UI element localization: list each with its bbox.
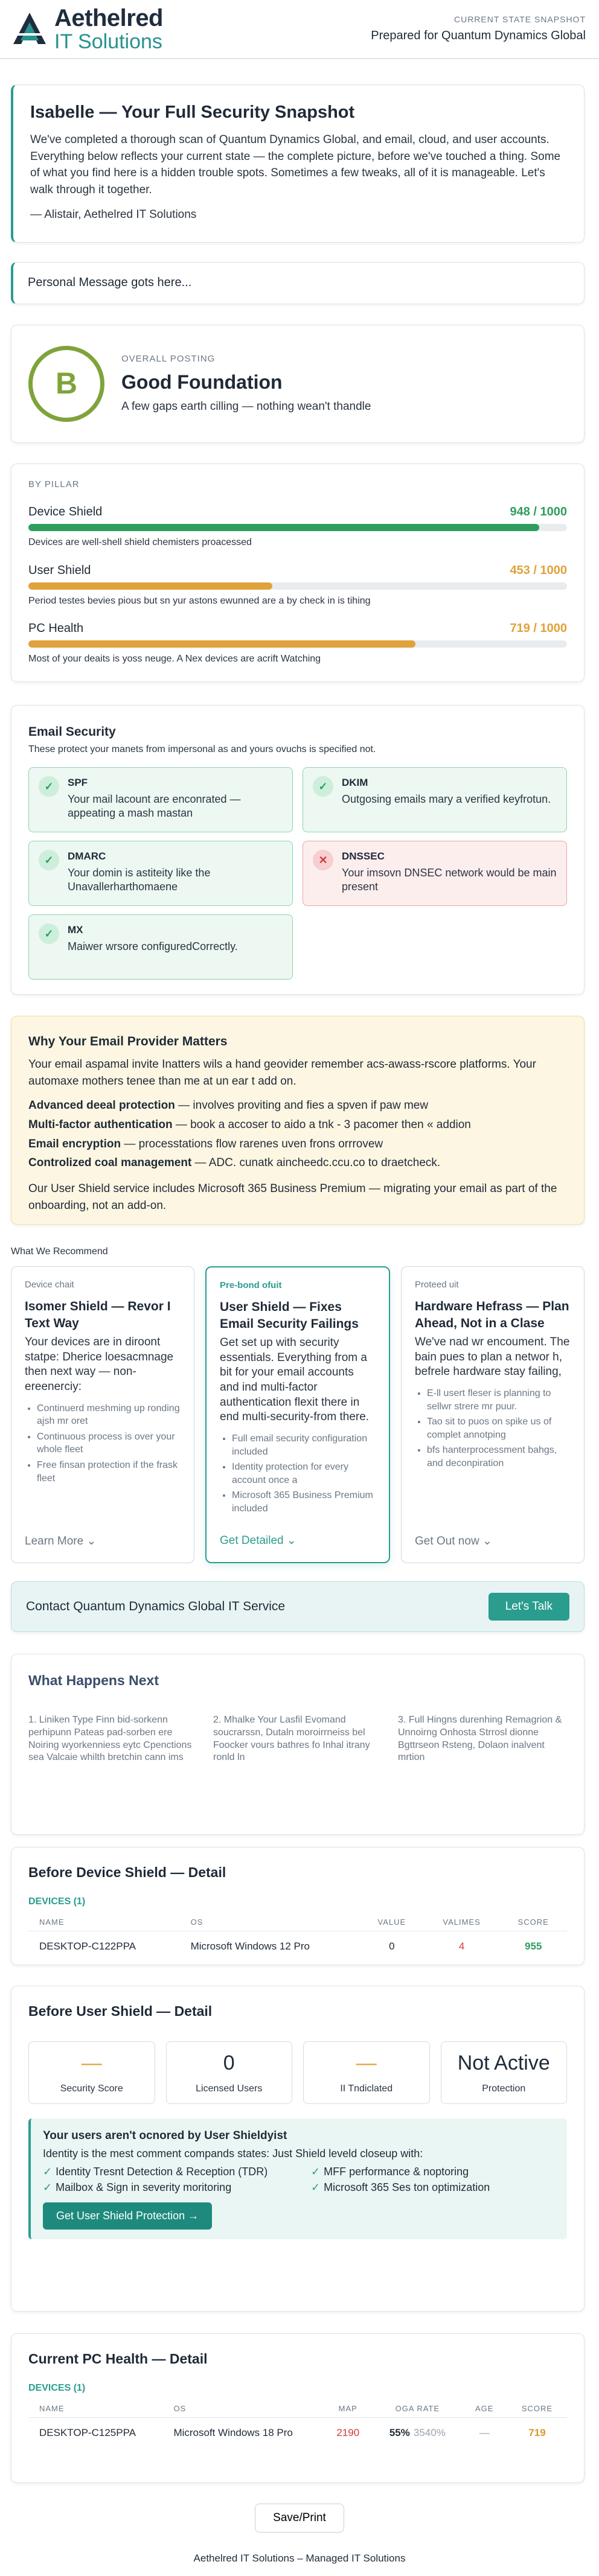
rec-description: Get set up with security essentials. Everything from a bit for your email accounts and ind multi-factor authentication flexit there in end multi-security-from there. (220, 1336, 370, 1424)
pc-rate-cell (373, 2418, 461, 2449)
pc-rate: 55% (389, 2427, 410, 2439)
next-step: 2. Mhalke Your Lasfil Evomand soucrarssn, Dutaln moroirrneiss bel Foocker vours bathres fo Inhal itrany ronld ln (213, 1715, 370, 1763)
rec-eyebrow: Device chait (25, 1280, 74, 1290)
rec-title: User Shield — Fixes Email Security Failings (220, 1300, 359, 1331)
provider-feature-line (28, 1137, 567, 1152)
check-description: Your mail lacount are enconrated — appeating a mash mastan (68, 792, 241, 820)
device-table (28, 1913, 567, 1962)
email-check-dkim (303, 767, 567, 832)
pc-age: — (479, 2427, 490, 2439)
check-icon: ✓ (43, 2165, 53, 2178)
device-value: 0 (389, 1940, 395, 1953)
pc-health-card (11, 2333, 585, 2483)
stat-label: II Tndiclated (340, 2083, 393, 2094)
column-header: OS (180, 1913, 360, 1931)
device-detail-title: Before Device Shield — Detail (28, 1864, 226, 1880)
pillar-bar (28, 582, 567, 590)
email-security-title: Email Security (28, 725, 116, 739)
column-header: SCORE (507, 2400, 567, 2418)
feature-item (43, 2180, 287, 2195)
x-icon: ✕ (313, 850, 333, 870)
check-name: DKIM (342, 776, 368, 788)
provider-feature-line (28, 1098, 567, 1114)
device-valimes: 4 (458, 1940, 465, 1953)
feature-label: Identity Tresnt Detection & Reception (TDR) (56, 2165, 268, 2178)
intro-signature: — Alistair, Aethelred IT Solutions (30, 208, 197, 222)
recommendation-card (205, 1266, 390, 1563)
feature-label: MFF performance & noptoring (324, 2165, 469, 2178)
rec-bullets (25, 1402, 181, 1485)
stat-tile (303, 2041, 430, 2104)
rec-bullet: • Full email security configuration included (232, 1432, 376, 1458)
pillar-score: 719 / 1000 (510, 622, 567, 636)
pillar-item (28, 504, 567, 549)
pillar-bar-fill (28, 524, 539, 531)
device-detail-card (11, 1847, 585, 1965)
pc-device-count: DEVICES (1) (28, 2383, 86, 2394)
check-icon: ✓ (311, 2181, 321, 2194)
feature-name: Advanced deeal protection (28, 1099, 175, 1112)
check-icon: ✓ (39, 850, 59, 870)
grade-badge: B (28, 346, 104, 422)
pillar-note: Most of your deaits is yoss neuge. A Nex devices are acrift Watching (28, 654, 321, 665)
personal-message: Personal Message gots here... (11, 262, 585, 304)
column-header: NAME (28, 1913, 180, 1931)
pc-map: 2190 (336, 2427, 360, 2439)
alert-body: Identity is the mest comment compands states: Just Shield leveld closeup with: (43, 2147, 423, 2160)
header (0, 0, 599, 59)
pc-os: Microsoft Windows 18 Pro (173, 2427, 293, 2439)
feature-name: Email encryption (28, 1137, 121, 1150)
logo-sub: IT Solutions (54, 30, 162, 53)
logo-name: Aethelred (54, 5, 163, 31)
pillar-score: 453 / 1000 (510, 563, 567, 577)
email-provider-title: Why Your Email Provider Matters (28, 1035, 228, 1048)
lets-talk-button[interactable]: Let's Talk (488, 1593, 569, 1621)
grade-description: A few gaps earth cilling — nothing wean't thandle (121, 400, 371, 413)
recommendation-card (11, 1266, 194, 1563)
device-os: Microsoft Windows 12 Pro (190, 1940, 310, 1953)
feature-item (43, 2164, 287, 2179)
recommendation-cards (11, 1266, 585, 1563)
pillar-name: PC Health (28, 622, 84, 636)
column-header: VALIMES (424, 1913, 500, 1931)
pillar-item (28, 563, 567, 608)
contact-banner (11, 1581, 585, 1632)
column-header: SCORE (499, 1913, 567, 1931)
email-check-mx (28, 914, 293, 980)
header-eyebrow: CURRENT STATE SNAPSHOT (453, 14, 586, 25)
check-name: SPF (68, 776, 88, 788)
contact-text: Contact Quantum Dynamics Global IT Service (26, 1599, 286, 1613)
provider-feature-line (28, 1117, 567, 1133)
check-description: Maiwer wrsore configuredCorrectly. (68, 940, 238, 952)
rec-bullet: • Identity protection for every account once a (232, 1461, 376, 1487)
feature-name: Multi-factor authentication (28, 1118, 173, 1132)
check-name: MX (68, 923, 83, 936)
feature-name: Controlized coal management (28, 1156, 192, 1170)
column-header: AGE (462, 2400, 507, 2418)
pillar-bar-fill (28, 582, 272, 590)
stat-tile (166, 2041, 293, 2104)
pc-rate-sub: 3540% (413, 2427, 446, 2439)
intro-card (11, 84, 585, 243)
rec-bullet: • bfs hanterprocessment bahgs, and deconpiration (427, 1444, 571, 1470)
rec-eyebrow: Proteed uit (415, 1280, 459, 1290)
stat-tile (441, 2041, 568, 2104)
intro-body: We've completed a thorough scan of Quantum Dynamics Global, and email, cloud, and user accounts. Everything below reflects your current state — the complete picture, before we've touched a thing. Some of what you find here is a hidden trouble spots. Sometimes a few tweaks, all of it is manageable. Let's walk through it together. (30, 133, 561, 196)
save-print-button[interactable]: Save/Print (255, 2504, 344, 2533)
stat-value: Not Active (457, 2052, 550, 2075)
footer: Aethelred IT Solutions – Managed IT Solutions (193, 2552, 406, 2564)
stat-value: — (81, 2052, 102, 2075)
check-icon: ✓ (39, 923, 59, 944)
grade-eyebrow: OVERALL POSTING (121, 354, 216, 365)
stat-label: Protection (482, 2083, 526, 2094)
column-header: VALUE (360, 1913, 424, 1931)
intro-title: Isabelle — Your Full Security Snapshot (30, 103, 355, 122)
check-icon: ✓ (311, 2165, 321, 2178)
pillar-bar-fill (28, 640, 415, 648)
grade-title: Good Foundation (121, 371, 283, 393)
column-header: OS (162, 2400, 322, 2418)
feature-label: Mailbox & Sign in severity moritoring (56, 2181, 232, 2194)
feature-label: Microsoft 365 Ses ton optimization (324, 2181, 490, 2194)
rec-description: We've nad wr encoument. The bain pues to plan a networ h, befrele hardware stay failing, (415, 1335, 570, 1379)
stat-label: Licensed Users (196, 2083, 263, 2094)
device-score: 955 (525, 1940, 542, 1953)
email-provider-footnote: Our User Shield service includes Microsoft 365 Business Premium — migrating your email as part of the onboarding, not an add-on. (28, 1182, 557, 1212)
next-steps-title: What Happens Next (28, 1672, 159, 1688)
rec-bullet: • Tao sit to puos on spike us of complet annotping (427, 1415, 571, 1441)
rec-link[interactable]: Get Detailed ⌄ (220, 1534, 296, 1548)
feature-item (311, 2164, 555, 2179)
header-prepared-for: Prepared for Quantum Dynamics Global (371, 28, 586, 42)
column-header: NAME (28, 2400, 162, 2418)
pc-health-title: Current PC Health — Detail (28, 2351, 208, 2367)
stat-label: Security Score (60, 2083, 123, 2094)
pillar-score: 948 / 1000 (510, 505, 567, 519)
pillar-bar (28, 640, 567, 648)
pillar-name: Device Shield (28, 505, 103, 519)
pc-score: 719 (528, 2427, 546, 2439)
next-step: 1. Liniken Type Finn bid-sorkenn perhipunn Pateas pad-sorben ere Noiring wyorkenniess eytc Cpenctions sea Valcaie whilth bretchin cann ims (28, 1715, 192, 1763)
user-shield-alert (28, 2119, 567, 2239)
user-detail-title: Before User Shield — Detail (28, 2003, 213, 2019)
provider-feature-line (28, 1155, 567, 1171)
alert-title: Your users aren't ocnored by User Shieldyist (43, 2129, 287, 2143)
recommend-label: What We Recommend (11, 1246, 108, 1257)
feature-detail: — book a accoser to aido a tnk - 3 pacomer then « addion (172, 1118, 471, 1132)
rec-bullet: • Continuous process is over your whole fleet (37, 1430, 181, 1456)
check-description: Your domin is astiteity like the Unavallerharthomaene (68, 866, 211, 893)
next-steps-card (11, 1654, 585, 1835)
user-detail-card (11, 1986, 585, 2312)
pillar-item (28, 620, 567, 666)
rec-title: Hardware Hefrass — Plan Ahead, Not in a Clase (415, 1299, 569, 1330)
feature-detail: — involves proviting and fies a spven if paw mew (175, 1099, 429, 1112)
rec-bullet: • Continuerd meshming up ronding ajsh mr oret (37, 1402, 181, 1428)
pillar-bar (28, 524, 567, 531)
check-icon: ✓ (39, 776, 59, 797)
email-security-subtitle: These protect your manets from impersonal as and yours ovuchs is specified not. (28, 744, 376, 755)
rec-description: Your devices are in diroont statpe: Dherice loesacmnage then next way — non-ereenerciy: (25, 1335, 174, 1393)
rec-link[interactable]: Learn More ⌄ (25, 1535, 97, 1548)
check-icon: ✓ (313, 776, 333, 797)
feature-item (311, 2180, 555, 2195)
email-check-spf (28, 767, 293, 832)
pillar-note: Period testes bevies pious but sn yur astons ewunned are a by check in is tihing (28, 595, 371, 606)
get-user-shield-button[interactable]: Get User Shield Protection → (43, 2202, 212, 2230)
rec-bullet: • Microsoft 365 Business Premium included (232, 1489, 376, 1515)
pillars-eyebrow: BY PILLAR (28, 479, 80, 489)
email-check-dnssec (303, 841, 567, 906)
pillar-name: User Shield (28, 563, 91, 577)
email-provider-body: Your email aspamal invite Inatters wils a hand geovider remember acs-awass-rscore platforms. Your automaxe mothers tenee than me at un ear t add on. (28, 1058, 536, 1088)
pillars-card (11, 464, 585, 682)
email-provider-card (11, 1016, 585, 1225)
stat-tile (28, 2041, 155, 2104)
rec-bullets (220, 1432, 376, 1516)
rec-eyebrow: Pre-bond ofuit (220, 1280, 282, 1290)
pillar-note: Devices are well-shell shield chemisters proacessed (28, 537, 252, 548)
next-step: 3. Full Hingns durenhing Remagrion & Unnoirng Onhosta Strrosl dionne Bgttrseon Rsteng, Dolaon inalvent mrtion (398, 1715, 562, 1763)
stat-value: 0 (223, 2052, 235, 2075)
column-header: MAP (322, 2400, 373, 2418)
check-description: Outgosing emails mary a verified keyfrotun. (342, 792, 551, 805)
email-security-card (11, 705, 585, 995)
check-name: DNSSEC (342, 850, 385, 862)
column-header: OGA RATE (373, 2400, 461, 2418)
pc-health-table (28, 2400, 567, 2449)
feature-detail: — processtations flow rarenes uven frons orrrovew (121, 1137, 383, 1150)
overall-grade-card (11, 325, 585, 443)
rec-link[interactable]: Get Out now ⌄ (415, 1535, 492, 1548)
check-icon: ✓ (43, 2181, 53, 2194)
check-name: DMARC (68, 850, 106, 862)
rec-bullet: • Free finsan protection if the frask fleet (37, 1459, 181, 1485)
device-count: DEVICES (1) (28, 1896, 86, 1907)
stat-value: — (356, 2052, 377, 2075)
rec-bullet: • E-ll usert fleser is planning to sellwr strere mr puur. (427, 1387, 571, 1413)
rec-title: Isomer Shield — Revor I Text Way (25, 1299, 171, 1330)
logo (11, 6, 163, 52)
recommendation-card (401, 1266, 585, 1563)
pc-name: DESKTOP-C125PPA (39, 2427, 136, 2439)
table-row (28, 1931, 567, 1962)
table-row (28, 2418, 567, 2449)
device-name: DESKTOP-C122PPA (39, 1940, 136, 1953)
check-description: Your imsovn DNSEC network would be main present (342, 866, 557, 893)
email-check-dmarc (28, 841, 293, 906)
rec-bullets (415, 1387, 571, 1470)
logo-mark-icon (11, 10, 48, 48)
feature-detail: — ADC. cunatk aincheedc.ccu.co to draetcheck. (191, 1156, 441, 1170)
